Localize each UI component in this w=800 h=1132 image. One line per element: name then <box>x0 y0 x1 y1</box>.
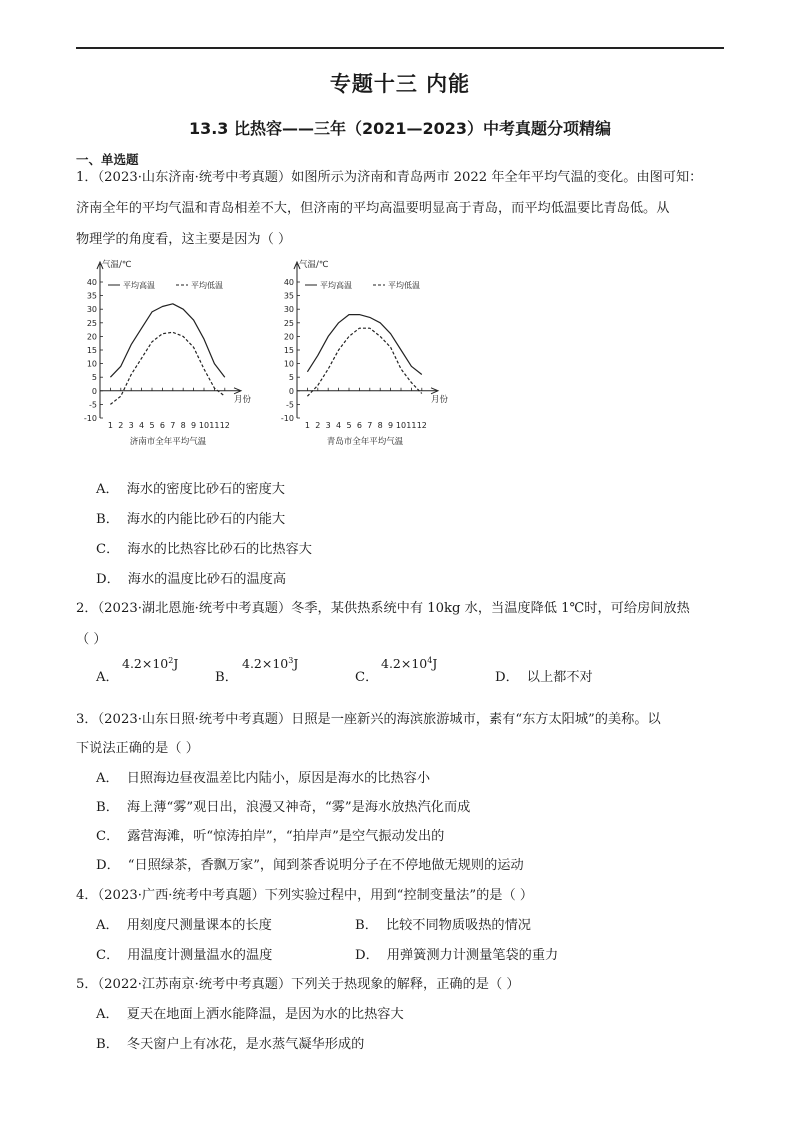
question-2-stem: 2．（2023·湖北恩施·统考中考真题）冬季，某供热系统中有 10kg 水，当温度降低 1℃时，可给房间放热 <box>76 601 690 616</box>
q1-option-b[interactable]: B． 海水的内能比砂石的内能大 <box>96 512 286 527</box>
q2-option-d[interactable]: D． 以上都不对 <box>495 670 593 685</box>
chart-title: 济南市全年平均气温 <box>129 437 207 447</box>
x-tick-label: 8 <box>377 421 383 430</box>
chart-svg <box>275 252 455 452</box>
chart-svg <box>78 252 258 452</box>
y-tick-label: -10 <box>83 414 97 423</box>
x-tick-label: 6 <box>356 421 362 430</box>
question-3-stem-2: 下说法正确的是（ ） <box>76 741 199 756</box>
question-5-stem: 5．（2022·江苏南京·统考中考真题）下列关于热现象的解释，正确的是（ ） <box>76 977 520 992</box>
y-tick-label: -5 <box>286 400 294 410</box>
x-tick-label: 10 <box>198 421 210 430</box>
q2-option-c[interactable]: C． <box>355 670 379 685</box>
y-tick-label: 40 <box>86 278 97 287</box>
q4-option-b[interactable]: B． 比较不同物质吸热的情况 <box>355 918 531 933</box>
question-1-stem: 1．（2023·山东济南·统考中考真题）如图所示为济南和青岛两市 2022 年全年平均气温的变化。由图可知： <box>76 170 703 185</box>
q2-option-a-value: $4.2\times 10^2J$ <box>122 656 179 672</box>
x-tick-label: 12 <box>219 421 230 430</box>
question-2-stem-2: （ ） <box>76 632 107 647</box>
y-tick-label: 0 <box>288 386 294 396</box>
y-tick-label: 15 <box>86 346 97 355</box>
y-tick-label: -10 <box>280 414 294 423</box>
q3-option-d[interactable]: D． “日照绿茶，香飘万家”，闻到茶香说明分子在不停地做无规则的运动 <box>96 858 524 873</box>
x-tick-label: 3 <box>325 421 331 430</box>
question-1-stem-3: 物理学的角度看，这主要是因为（ ） <box>76 232 292 247</box>
header-rule <box>76 47 724 49</box>
chart-jinan <box>78 252 258 452</box>
q3-option-c[interactable]: C． 露营海滩，听“惊涛拍岸”，“拍岸声”是空气振动发出的 <box>96 829 445 844</box>
q1-option-c[interactable]: C． 海水的比热容比砂石的比热容大 <box>96 542 312 557</box>
q2-option-b[interactable]: B． <box>215 670 238 685</box>
y-tick-label: 15 <box>283 346 294 355</box>
x-tick-label: 6 <box>159 421 165 430</box>
question-3-stem: 3．（2023·山东日照·统考中考真题）日照是一座新兴的海滨旅游城市，素有“东方太阳城”的美称。以 <box>76 712 661 727</box>
y-tick-label: 25 <box>86 318 97 328</box>
x-tick-label: 7 <box>170 421 176 430</box>
x-tick-label: 3 <box>128 421 134 430</box>
x-tick-label: 5 <box>149 421 155 430</box>
q2-option-a[interactable]: A． <box>96 670 119 685</box>
x-tick-label: 9 <box>191 421 197 430</box>
legend-label: 平均低温 <box>388 281 420 290</box>
q4-option-c[interactable]: C． 用温度计测量温水的温度 <box>96 948 273 963</box>
y-tick-label: 40 <box>283 278 294 287</box>
x-tick-label: 11 <box>209 421 220 430</box>
q2-option-b-value: $4.2\times 10^3J$ <box>242 656 299 672</box>
y-tick-label: 20 <box>86 332 97 342</box>
x-tick-label: 1 <box>107 421 113 430</box>
series-line-low <box>110 332 224 404</box>
x-axis-label: 月份 <box>234 394 252 405</box>
page-title: 专题十三 内能 <box>329 72 471 96</box>
y-tick-label: 5 <box>91 373 97 383</box>
y-tick-label: -5 <box>89 400 97 410</box>
x-tick-label: 2 <box>315 421 321 430</box>
series-line-high <box>307 315 421 375</box>
y-tick-label: 25 <box>283 318 294 328</box>
x-tick-label: 1 <box>304 421 310 430</box>
page-subtitle: 13.3 比热容——三年（2021—2023）中考真题分项精编 <box>188 119 612 138</box>
x-tick-label: 8 <box>180 421 186 430</box>
q5-option-b[interactable]: B． 冬天窗户上有冰花，是水蒸气凝华形成的 <box>96 1037 365 1052</box>
legend-label: 平均低温 <box>191 281 223 290</box>
x-tick-label: 2 <box>118 421 124 430</box>
x-tick-label: 7 <box>367 421 373 430</box>
x-tick-label: 9 <box>388 421 394 430</box>
q1-option-d[interactable]: D． 海水的温度比砂石的温度高 <box>96 572 287 587</box>
q2-option-c-value: $4.2\times 10^4J$ <box>381 656 438 672</box>
y-tick-label: 5 <box>288 373 294 383</box>
chart-title: 青岛市全年平均气温 <box>326 437 404 447</box>
y-tick-label: 35 <box>86 291 97 301</box>
q4-option-a[interactable]: A． 用刻度尺测量课本的长度 <box>96 918 272 933</box>
section-heading: 一、单选题 <box>76 152 139 167</box>
q1-option-a[interactable]: A． 海水的密度比砂石的密度大 <box>96 482 285 497</box>
q3-option-b[interactable]: B． 海上薄“雾”观日出，浪漫又神奇，“雾”是海水放热汽化而成 <box>96 800 471 815</box>
y-tick-label: 30 <box>86 305 97 315</box>
y-axis-label: 气温/℃ <box>299 260 329 270</box>
x-axis-label: 月份 <box>431 394 449 405</box>
x-tick-label: 12 <box>416 421 427 430</box>
legend-label: 平均高温 <box>123 281 155 290</box>
y-tick-label: 35 <box>283 291 294 301</box>
y-tick-label: 0 <box>91 386 97 396</box>
question-1-stem-2: 济南全年的平均气温和青岛相差不大，但济南的平均高温要明显高于青岛，而平均低温要比青岛低。从 <box>76 201 670 216</box>
x-tick-label: 4 <box>336 421 342 430</box>
y-tick-label: 10 <box>283 359 294 369</box>
q4-option-d[interactable]: D． 用弹簧测力计测量笔袋的重力 <box>355 948 559 963</box>
q3-option-a[interactable]: A． 日照海边昼夜温差比内陆小，原因是海水的比热容小 <box>96 771 431 786</box>
x-tick-label: 4 <box>139 421 145 430</box>
chart-qingdao <box>275 252 455 452</box>
series-line-high <box>110 304 224 377</box>
y-tick-label: 10 <box>86 359 97 369</box>
x-tick-label: 10 <box>395 421 407 430</box>
y-tick-label: 20 <box>283 332 294 342</box>
q5-option-a[interactable]: A． 夏天在地面上洒水能降温，是因为水的比热容大 <box>96 1007 404 1022</box>
legend-label: 平均高温 <box>320 281 352 290</box>
y-tick-label: 30 <box>283 305 294 315</box>
series-line-low <box>307 328 421 396</box>
question-4-stem: 4．（2023·广西·统考中考真题）下列实验过程中，用到“控制变量法”的是（ ） <box>76 888 534 903</box>
x-tick-label: 11 <box>406 421 417 430</box>
x-tick-label: 5 <box>346 421 352 430</box>
y-axis-label: 气温/℃ <box>102 260 132 270</box>
